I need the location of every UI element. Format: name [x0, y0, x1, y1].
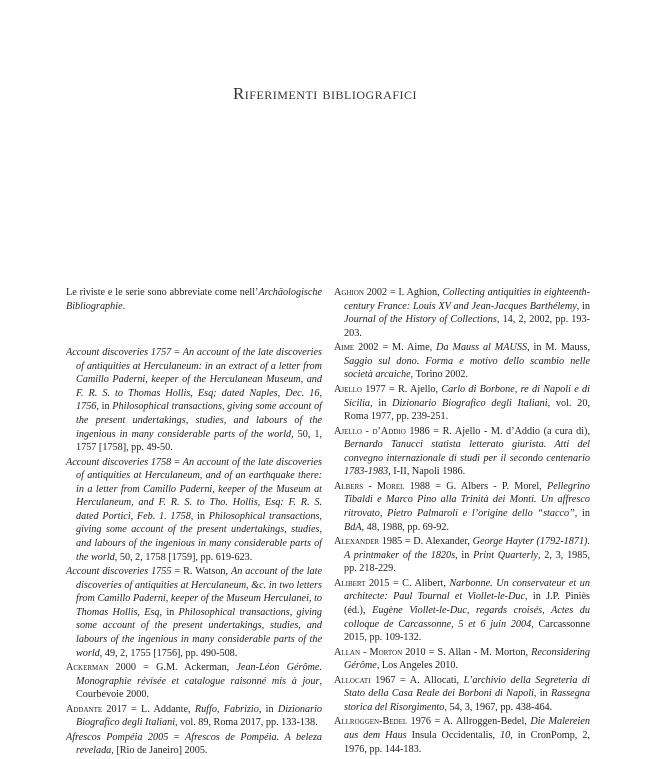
bibliography-entry: [334, 341, 590, 382]
entry-title: Collecting antiquities in eighteenth-century France: Louis XV and Jean-Jacques Barthélemy: [344, 287, 591, 312]
entry-key: Ajello - d’Addio 1986: [334, 425, 430, 437]
entry-title: An account of the late discoveries of antiquities at Herculaneum, and of an earthquake there: in a letter from Camillo Paderni, keeper of the Museum at Herculaneum, and F. R. S. to Tho. Hollis, Esq: F. R. S. dated Portici, Feb. 1. 1758: [76, 456, 322, 522]
entry-connector: Insula Occidentalis,: [406, 730, 500, 741]
entry-source: Dizionario Biografico degli Italiani: [76, 703, 322, 729]
entry-connector: , in: [258, 703, 278, 715]
intro-italic: Archäologische Bibliographie: [66, 287, 322, 312]
entry-title: Reconsidering Gérôme: [344, 646, 590, 672]
entry-key: Alexander 1985: [334, 536, 403, 548]
entry-key: Account discoveries 1758: [66, 456, 172, 468]
entry-connector: , in: [533, 688, 551, 700]
entry-author: = R. Watson,: [171, 566, 231, 578]
entry-details: , vol. 20, Roma 1977, pp. 239-251.: [344, 397, 590, 423]
intro-paragraph: [66, 286, 322, 313]
entry-key: Allocati 1967: [334, 674, 396, 686]
entry-title: George Hayter (1792-1871). A printmaker of the 1820s: [344, 536, 590, 561]
entry-connector: , in M. Mauss,: [527, 342, 591, 354]
entry-details: , Torino 2002.: [410, 369, 469, 381]
entry-key: Account discoveries 1755: [66, 566, 172, 578]
bibliography-entry: [66, 456, 322, 565]
bibliography-entry: [334, 535, 590, 576]
intro-end: .: [122, 300, 126, 312]
entry-key: Ajello 1977: [334, 383, 386, 395]
entry-source: Rassegna storica del Risorgimento: [344, 688, 590, 713]
bibliography-entry: [66, 731, 322, 758]
entry-connector: , in: [370, 397, 393, 409]
bibliography-entry: [66, 661, 322, 702]
entry-source: Philosophical transactions, giving some account of the present undertakings, studies, and labours of the ingenious in many considerable parts of the world: [76, 401, 322, 440]
entry-connector: , [Rio de Janeiro] 2005.: [111, 745, 208, 757]
page-title: Riferimenti bibliografici: [232, 84, 418, 103]
entry-key: Afrescos Pompéia 2005: [66, 731, 169, 743]
entry-key: Aime 2002: [334, 342, 379, 354]
entry-source: Saggio sul dono. Forma e motivo dello scambio nelle società arcaiche: [344, 355, 590, 381]
entry-source: Eugène Viollet-le-Duc, regards croisés, Actes du colloque de Carcassonne, 5 et 6 juin 2004: [344, 604, 590, 630]
bibliography-entry: [66, 346, 322, 455]
entry-source: Journal of the History of Collections: [344, 314, 497, 326]
entry-details: , in CronPomp, 2, 1976, pp. 144-183.: [344, 730, 590, 755]
entry-title: Afrescos de Pompéia. A beleza revelada: [76, 731, 323, 757]
entry-author: = A. Allroggen-Bedel,: [430, 716, 531, 728]
entry-title: Pellegrino Tibaldi e Marco Pino alla Trinità dei Monti. Un affresco ritrovato, Pietro Palmaroli e l’origine dello “stacco”: [344, 480, 590, 519]
entry-connector: , Courbevoie 2000.: [76, 675, 322, 701]
entry-author: = R. Ajello - M. d’Addio (a cura di),: [429, 425, 590, 437]
entry-connector: , in: [159, 606, 179, 618]
bibliography-entry: [334, 425, 590, 479]
entry-title: An account of the late discoveries of antiquities at Herculaneum: in an extract of a letter from Camillo Paderni, keeper of the Herculanean Museum, and F. R. S. to Thomas Hollis, Esq; dated Naples, Dec. 16, 1756: [76, 347, 322, 413]
entry-key: Addante 2017: [66, 703, 127, 715]
entry-author: =: [171, 347, 183, 359]
entry-key: Allroggen-Bedel 1976: [334, 716, 431, 728]
entry-details: , 54, 3, 1967, pp. 438-464.: [444, 701, 553, 713]
entry-author: = M. Aime,: [378, 342, 437, 354]
entry-author: = A. Allocati,: [395, 674, 464, 686]
bibliography-entry: [66, 565, 322, 660]
entry-key: Alibert 2015: [334, 577, 390, 589]
entry-title: Ruffo, Fabrizio: [194, 703, 259, 715]
entry-author: = R. Ajello,: [385, 383, 442, 395]
entry-author: = G.M. Ackerman,: [135, 662, 237, 674]
entry-details: , 50, 2, 1758 [1759], pp. 619-623.: [114, 551, 253, 563]
bibliography-entry: [334, 646, 590, 673]
entry-author: =: [171, 456, 183, 468]
entry-title: Jean-Léon Gérôme. Monographie révisée et catalogue raisonné mis à jour: [76, 662, 322, 687]
right-column: [334, 286, 590, 757]
entry-title: Carlo di Borbone, re di Napoli e di Sicilia: [344, 383, 590, 409]
entry-connector: , in: [574, 508, 590, 519]
entry-connector: , in J.P. Piniès (éd.),: [344, 591, 590, 616]
entry-details: , Carcassonne 2015, pp. 109-132.: [344, 618, 590, 644]
entry-title: L’archivio della Segreteria di Stato della Casa Reale dei Borboni di Napoli: [344, 674, 590, 700]
entry-details: , vol. 89, Roma 2017, pp. 133-138.: [175, 717, 318, 729]
entry-details: , 14, 2, 2002, pp. 193-203.: [344, 314, 590, 339]
entry-key: Allan - Morton 2010: [334, 646, 426, 658]
entry-author: = C. Alibert,: [389, 577, 450, 589]
entry-author: = G. Albers - P. Morel,: [430, 480, 547, 492]
entry-author: =: [168, 731, 186, 743]
entry-connector: , I-II, Napoli 1986.: [388, 466, 466, 478]
entry-title: Die Malereien aus dem Haus: [344, 716, 590, 741]
bibliography-entry: [334, 715, 590, 756]
entry-details: , 48, 1988, pp. 69-92.: [361, 521, 449, 533]
entry-details: , 50, 1, 1757 [1758], pp. 49-50.: [76, 428, 323, 454]
entry-source: BdA: [344, 521, 362, 533]
entry-connector: , in: [96, 401, 113, 413]
bibliography-entry: [334, 674, 590, 715]
entry-source: Philosophical transactions, giving some account of the present undertakings, studies, and labours of the ingenious in many considerable parts of the world: [76, 606, 322, 659]
entry-details: , 2, 3, 1985, pp. 218-229.: [344, 549, 591, 575]
entry-title: Da Mauss al MAUSS: [436, 342, 528, 354]
entry-key: Aghion 2002: [334, 287, 388, 298]
entry-author: = I. Aghion,: [387, 287, 443, 298]
entry-source: Dizionario Biografico degli Italiani: [392, 397, 548, 409]
bibliography-entry: [334, 383, 590, 424]
bibliography-entry: [66, 703, 322, 730]
bibliography-entry: [334, 480, 590, 534]
entry-connector: , Los Angeles 2010.: [376, 660, 459, 672]
entry-key: Albers - Morel 1988: [334, 480, 431, 492]
entry-connector: , in: [576, 300, 590, 312]
left-column: [66, 286, 322, 759]
intro-text: Le riviste e le serie sono abbreviate come nell’: [66, 287, 259, 298]
entry-key: Account discoveries 1757: [66, 347, 172, 359]
bibliography-entry: [334, 286, 590, 340]
entry-source: Philosophical transactions, giving some account of the present undertakings, studies, and labours of the ingenious in many considerable parts of the world: [76, 510, 322, 563]
entry-source: Print Quarterly: [473, 549, 538, 561]
entry-author: = L. Addante,: [126, 703, 195, 715]
entry-title: An account of the late discoveries of antiquities at Herculaneum, &c. in two letters from Camillo Paderni, keeper of the Museum Herculanei, to Thomas Hollis, Esq: [76, 566, 322, 618]
left-entry-list: [66, 346, 322, 758]
right-entry-list: [334, 286, 590, 756]
entry-author: = S. Allan - M. Morton,: [425, 646, 532, 658]
entry-details: , 49, 2, 1755 [1756], pp. 490-508.: [99, 647, 238, 659]
entry-key: Ackerman 2000: [66, 662, 136, 674]
entry-author: = D. Alexander,: [402, 536, 473, 548]
entry-connector: , in: [455, 549, 474, 561]
entry-title: Narbonne. Un conservateur et un architecte: Paul Tournal et Viollet-le-Duc: [344, 577, 590, 603]
entry-title: Bernardo Tanucci statista letterato giurista. Atti del convegno internazionale di studi per il secondo centenario 1783-1983: [344, 439, 590, 478]
entry-connector: , in: [190, 510, 209, 522]
bibliography-entry: [334, 577, 590, 645]
entry-source: 10: [500, 730, 511, 741]
